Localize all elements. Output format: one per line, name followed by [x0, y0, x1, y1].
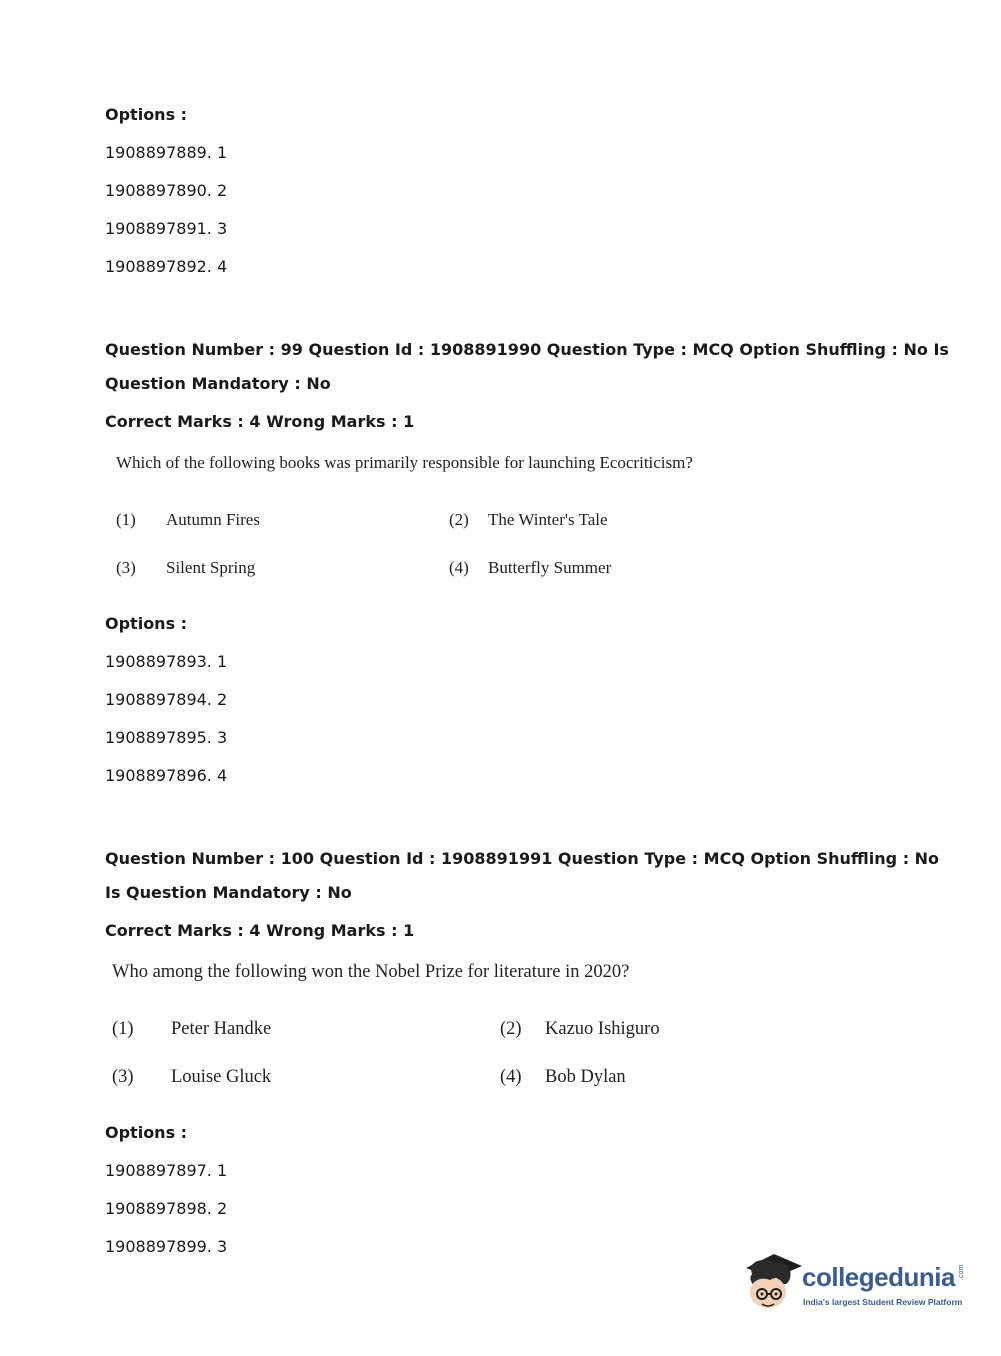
choice-label: Butterfly Summer [488, 558, 612, 577]
choice-label: Peter Handke [171, 1019, 272, 1039]
choice-number: (4) [500, 1067, 522, 1087]
question-header-cont: Question Mandatory : No [105, 374, 331, 393]
options-label: Options : [105, 105, 188, 124]
question-text: Which of the following books was primarily responsible for launching Ecocriticism? [116, 453, 693, 472]
option-item: 1908897889. 1 [105, 143, 228, 162]
option-item: 1908897892. 4 [105, 257, 228, 276]
question-header: Question Number : 99 Question Id : 1908891990 Question Type : MCQ Option Shuffling : No Is [105, 340, 949, 359]
choice-number: (1) [112, 1019, 134, 1039]
choice-number: (2) [500, 1019, 522, 1039]
option-item: 1908897896. 4 [105, 766, 228, 785]
choice-number: (4) [449, 558, 469, 577]
choice-number: (3) [116, 558, 136, 577]
choice-label: Autumn Fires [166, 510, 260, 529]
option-item: 1908897890. 2 [105, 181, 228, 200]
choice-label: Louise Gluck [171, 1067, 272, 1087]
option-item: 1908897895. 3 [105, 728, 228, 747]
question-header: Question Number : 100 Question Id : 1908891991 Question Type : MCQ Option Shuffling : No [105, 849, 940, 868]
option-item: 1908897893. 1 [105, 652, 228, 671]
option-item: 1908897898. 2 [105, 1199, 228, 1218]
question-header-cont: Is Question Mandatory : No [105, 883, 352, 902]
choice-number: (2) [449, 510, 469, 529]
options-label: Options : [105, 614, 188, 633]
question-marks: Correct Marks : 4 Wrong Marks : 1 [105, 921, 415, 940]
logo-tagline: India's largest Student Review Platform [803, 1297, 963, 1307]
choice-number: (1) [116, 510, 136, 529]
mascot-icon [740, 1250, 810, 1316]
option-item: 1908897897. 1 [105, 1161, 228, 1180]
question-text: Who among the following won the Nobel Prize for literature in 2020? [112, 962, 630, 982]
choice-label: Kazuo Ishiguro [545, 1019, 660, 1039]
option-item: 1908897894. 2 [105, 690, 228, 709]
choice-number: (3) [112, 1067, 134, 1087]
option-item: 1908897899. 3 [105, 1237, 228, 1256]
choice-label: The Winter's Tale [488, 510, 608, 529]
options-label: Options : [105, 1123, 188, 1142]
logo-domain: .com [958, 1264, 965, 1280]
choice-label: Bob Dylan [545, 1067, 626, 1087]
choice-label: Silent Spring [166, 558, 256, 577]
question-marks: Correct Marks : 4 Wrong Marks : 1 [105, 412, 415, 431]
option-item: 1908897891. 3 [105, 219, 228, 238]
logo-wordmark: collegedunia [802, 1262, 955, 1292]
